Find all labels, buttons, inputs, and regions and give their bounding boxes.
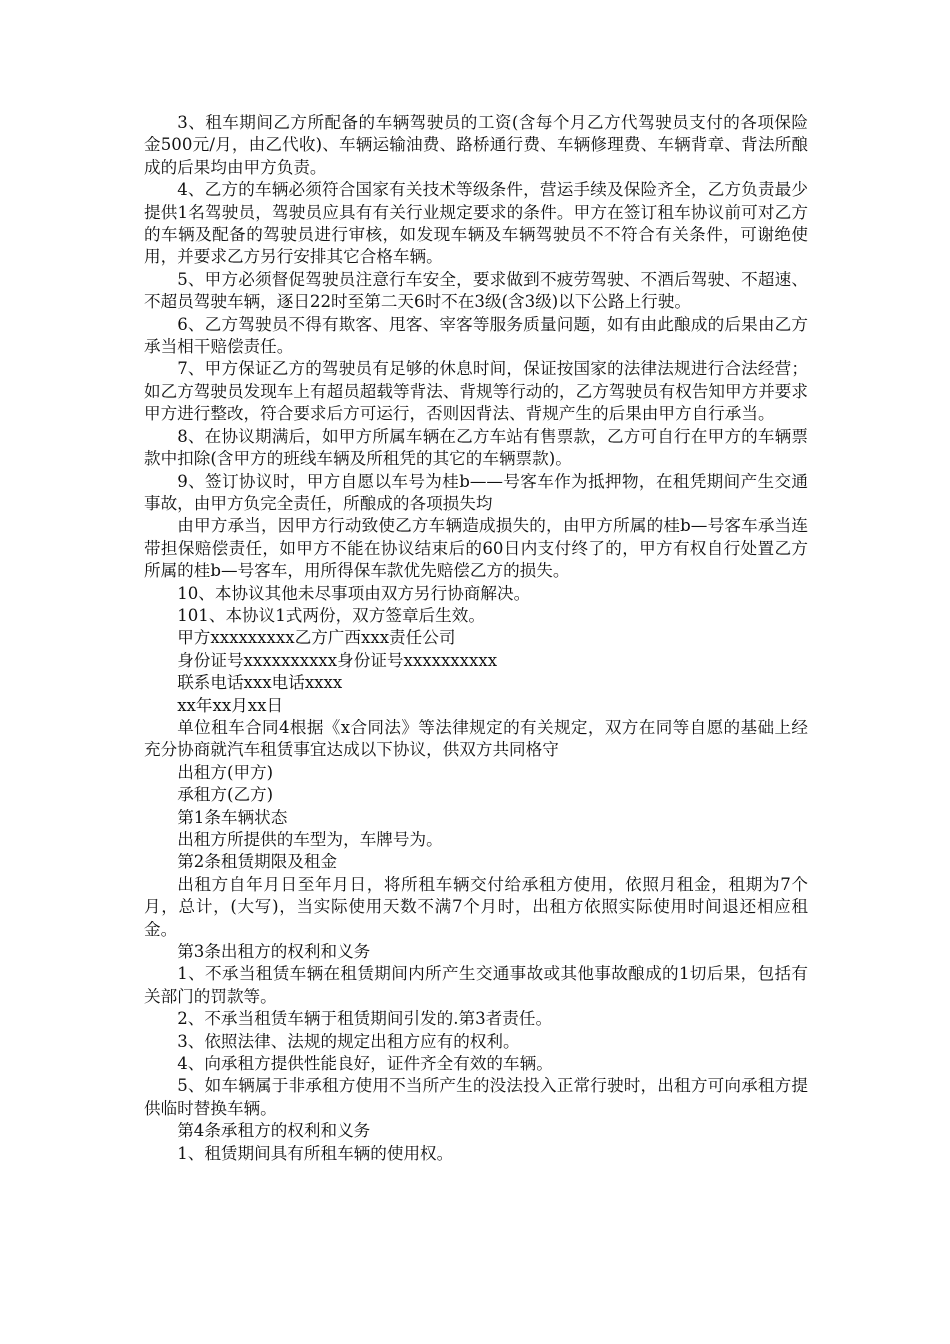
article-4-heading: 第4条承租方的权利和义务 [177,1121,371,1141]
clause-9-collateral: 9、签订协议时，甲方自愿以车号为桂b——号客车作为抵押物，在租凭期间产生交通事故，由甲方负完全责任，所酿成的各项损失均 [144,471,808,513]
article-3-item-1: 1、不承当租赁车辆在租赁期间内所产生交通事故或其他事故酿成的1切后果，包括有关部门的罚款等。 [144,964,808,1006]
contract-4-intro: 单位租车合同4根据《x合同法》等法律规定的有关规定，双方在同等自愿的基础上经充分协商就汽车租赁事宜达成以下协议，供双方共同格守 [144,717,808,760]
document-body [144,112,808,1165]
lessee-label: 承租方(乙方) [177,785,274,805]
article-3-heading: 第3条出租方的权利和义务 [177,942,371,962]
clause-6-service-quality: 6、乙方驾驶员不得有欺客、甩客、宰客等服务质量问题，如有由此酿成的后果由乙方承当相干赔偿责任。 [144,314,808,357]
article-3-item-3: 3、依照法律、法规的规定出租方应有的权利。 [177,1031,520,1051]
signature-phones: 联系电话xxx电话xxxx [177,673,343,693]
article-3-item-5: 5、如车辆属于非承租方使用不当所产生的没法投入正常行驶时，出租方可向承租方提供临时替换车辆。 [144,1076,808,1118]
article-4-item-1: 1、租赁期间具有所租车辆的使用权。 [177,1143,454,1163]
clause-10-other-matters: 10、本协议其他未尽事项由双方另行协商解决。 [177,583,531,603]
article-2-heading: 第2条租赁期限及租金 [177,852,338,872]
clause-9-continued: 由甲方承当，因甲方行动致使乙方车辆造成损失的，由甲方所属的桂b—号客车承当连带担保赔偿责任，如甲方不能在协议结束后的60日内支付终了的，甲方有权自行处置乙方所属的桂b—号客车，用所得保车款优先赔偿乙方的损失。 [144,516,808,581]
clause-8-ticket-deduction: 8、在协议期满后，如甲方所属车辆在乙方车站有售票款，乙方可自行在甲方的车辆票款中扣除(含甲方的班线车辆及所租凭的其它的车辆票款)。 [144,426,808,469]
clause-7-rest-time: 7、甲方保证乙方的驾驶员有足够的休息时间，保证按国家的法律法规进行合法经营；如乙方驾驶员发现车上有超员超载等背法、背规等行动的，乙方驾驶员有权告知甲方并要求甲方进行整改，符合要求后方可运行，否则因背法、背规产生的后果由甲方自行承当。 [144,359,808,424]
clause-4-vehicle-requirements: 4、乙方的车辆必须符合国家有关技术等级条件，营运手续及保险齐全，乙方负责最少提供1名驾驶员，驾驶员应具有有关行业规定要求的条件。甲方在签订租车协议前可对乙方的车辆及配备的驾驶员进行审核，如发现车辆及车辆驾驶员不不符合有关条件，可谢绝使用，并要求乙方另行安排其它合格车辆。 [144,180,808,267]
article-2-text: 出租方自年月日至年月日，将所租车辆交付给承租方使用，依照月租金，租期为7个月，总计，(大写)，当实际使用天数不满7个月时，出租方依照实际使用时间退还相应租金。 [144,874,808,939]
clause-5-driving-safety: 5、甲方必须督促驾驶员注意行车安全，要求做到不疲劳驾驶、不酒后驾驶、不超速、不超员驾驶车辆，逐日22时至第二天6时不在3级(含3级)以下公路上行驶。 [144,269,808,312]
article-3-item-4: 4、向承租方提供性能良好，证件齐全有效的车辆。 [177,1054,553,1074]
signature-parties: 甲方xxxxxxxxx乙方广西xxx责任公司 [177,628,456,648]
clause-101-effect: 101、本协议1式两份，双方签章后生效。 [177,605,485,625]
article-3-item-2: 2、不承当租赁车辆于租赁期间引发的.第3者责任。 [177,1009,553,1029]
article-1-heading: 第1条车辆状态 [177,807,288,827]
signature-id-numbers: 身份证号xxxxxxxxxx身份证号xxxxxxxxxx [177,650,498,670]
clause-3-driver-wages: 3、租车期间乙方所配备的车辆驾驶员的工资(含每个月乙方代驾驶员支付的各项保险金500元/月，由乙代收)、车辆运输油费、路桥通行费、车辆修理费、车辆背章、背法所酿成的后果均由甲方负责。 [144,113,808,177]
lessor-label: 出租方(甲方) [177,762,274,782]
article-1-text: 出租方所提供的车型为，车牌号为。 [177,830,443,849]
signature-date: xx年xx月xx日 [177,695,284,715]
